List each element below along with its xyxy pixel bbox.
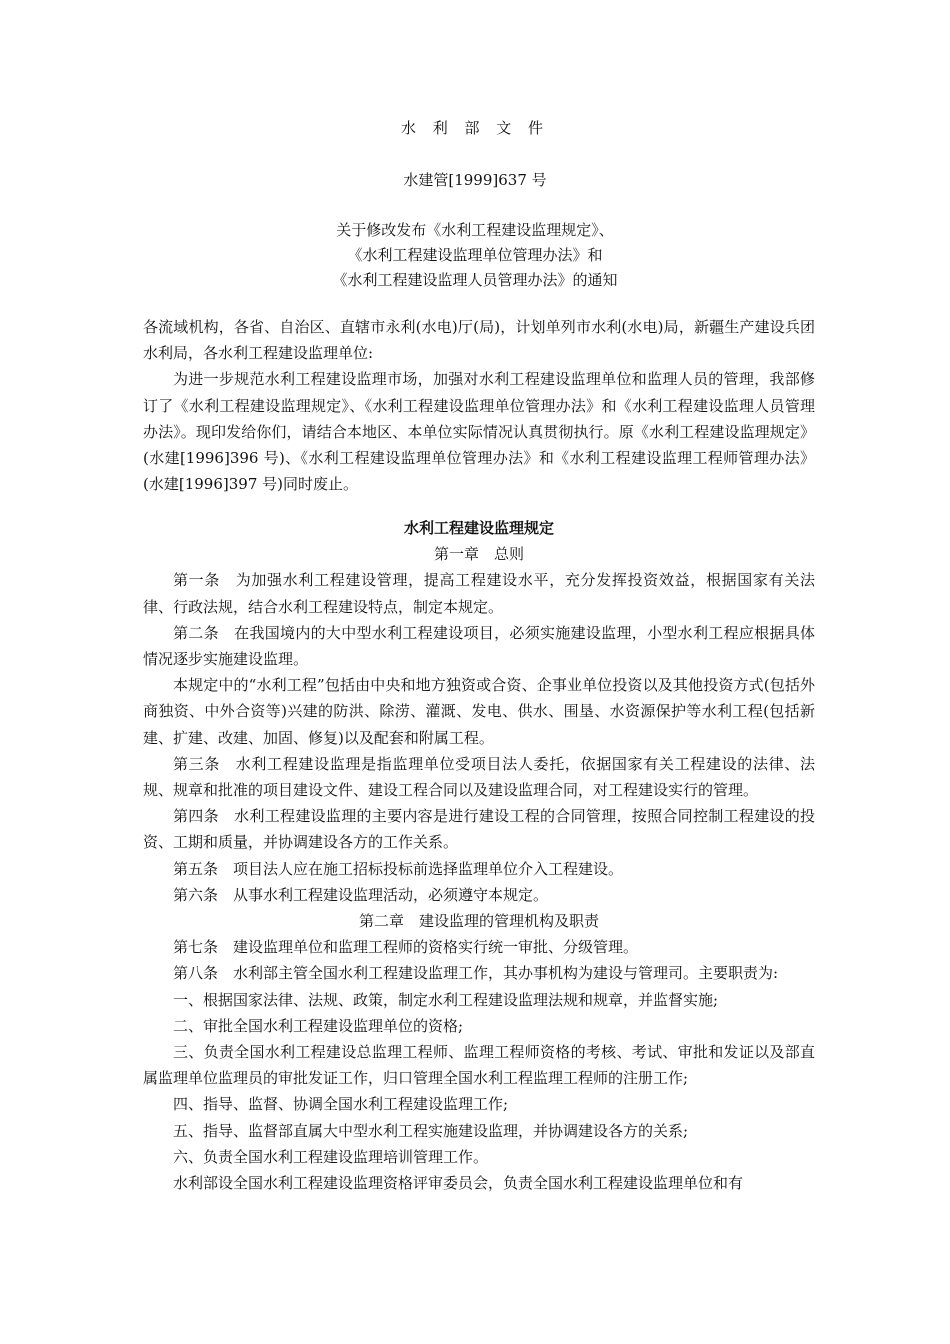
notice-paragraph: 为进一步规范水利工程建设监理市场，加强对水利工程建设监理单位和监理人员的管理，我部修订了《水利工程建设监理规定》、《水利工程建设监理单位管理办法》和《水利工程建设监理人员管理办法》。现印发给你们，请结合本地区、本单位实际情况认真贯彻执行。原《水利工程建设监理规定》(水建[1996]396 号)、《水利工程建设监理单位管理办法》和《水利工程建设监理工程师管理办法》(水建[1996]397 号)同时废止。 bbox=[143, 370, 815, 494]
article-paragraph: 第三条 水利工程建设监理是指监理单位受项目法人委托，依据国家有关工程建设的法律、法规、规章和批准的项目建设文件、建设工程合同以及建设监理合同，对工程建设实行的管理。 bbox=[143, 754, 815, 800]
notice-title-line: 《水利工程建设监理单位管理办法》和 bbox=[347, 246, 603, 264]
chapter-heading: 第一章 总则 bbox=[433, 545, 524, 564]
notice-title-line: 关于修改发布《水利工程建设监理规定》、 bbox=[336, 221, 614, 239]
article-paragraph: 第七条 建设监理单位和监理工程师的资格实行统一审批、分级管理。 bbox=[173, 938, 639, 957]
duty-item: 三、负责全国水利工程建设总监理工程师、监理工程师资格的考核、考试、审批和发证以及部直属监理单位监理员的审批发证工作，归口管理全国水利工程监理工程师的注册工作; bbox=[143, 1043, 815, 1088]
document-number: 水建管[1999]637 号 bbox=[403, 171, 547, 189]
article-paragraph: 本规定中的“水利工程”包括由中央和地方独资或合资、企事业单位投资以及其他投资方式(包括外商独资、中外合资等)兴建的防洪、除涝、灌溉、发电、供水、围垦、水资源保护等水利工程(包括新建、扩建、改建、加固、修复)以及配套和附属工程。 bbox=[143, 676, 815, 747]
duty-item: 一、根据国家法律、法规、政策，制定水利工程建设监理法规和规章，并监督实施; bbox=[173, 990, 719, 1009]
article-paragraph: 第一条 为加强水利工程建设管理，提高工程建设水平，充分发挥投资效益，根据国家有关法律、行政法规，结合水利工程建设特点，制定本规定。 bbox=[143, 571, 815, 616]
notice-title-line: 《水利工程建设监理人员管理办法》的通知 bbox=[332, 271, 618, 289]
duty-item: 四、指导、监督、协调全国水利工程建设监理工作; bbox=[173, 1095, 509, 1114]
article-paragraph: 第二条 在我国境内的大中型水利工程建设项目，必须实施建设监理，小型水利工程应根据具体情况逐步实施建设监理。 bbox=[143, 623, 815, 669]
article-paragraph: 第四条 水利工程建设监理的主要内容是进行建设工程的合同管理，按照合同控制工程建设的投资、工期和质量，并协调建设各方的工作关系。 bbox=[143, 807, 815, 852]
article-paragraph: 第六条 从事水利工程建设监理活动，必须遵守本规定。 bbox=[173, 885, 549, 904]
duty-item: 六、负责全国水利工程建设监理培训管理工作。 bbox=[173, 1147, 489, 1166]
article-paragraph: 水利部设全国水利工程建设监理资格评审委员会，负责全国水利工程建设监理单位和有 bbox=[173, 1174, 744, 1193]
notice-recipients: 各流域机构，各省、自治区、直辖市永利(水电)厅(局)，计划单列市水利(水电)局，新疆生产建设兵团水利局，各水利工程建设监理单位: bbox=[143, 318, 815, 363]
article-paragraph: 第五条 项目法人应在施工招标投标前选择监理单位介入工程建设。 bbox=[173, 859, 624, 878]
duty-item: 二、审批全国水利工程建设监理单位的资格; bbox=[173, 1016, 464, 1035]
regulation-title: 水利工程建设监理规定 bbox=[403, 519, 554, 537]
regulation-section bbox=[143, 515, 815, 1196]
chapter-heading: 第二章 建设监理的管理机构及职责 bbox=[358, 912, 599, 931]
notice-body bbox=[143, 314, 815, 497]
issuer-heading: 水 利 部 文 件 bbox=[400, 119, 550, 137]
duty-item: 五、指导、监督部直属大中型水利工程实施建设监理，并协调建设各方的关系; bbox=[173, 1121, 689, 1140]
article-paragraph: 第八条 水利部主管全国水利工程建设监理工作，其办事机构为建设与管理司。主要职责为: bbox=[173, 964, 779, 983]
